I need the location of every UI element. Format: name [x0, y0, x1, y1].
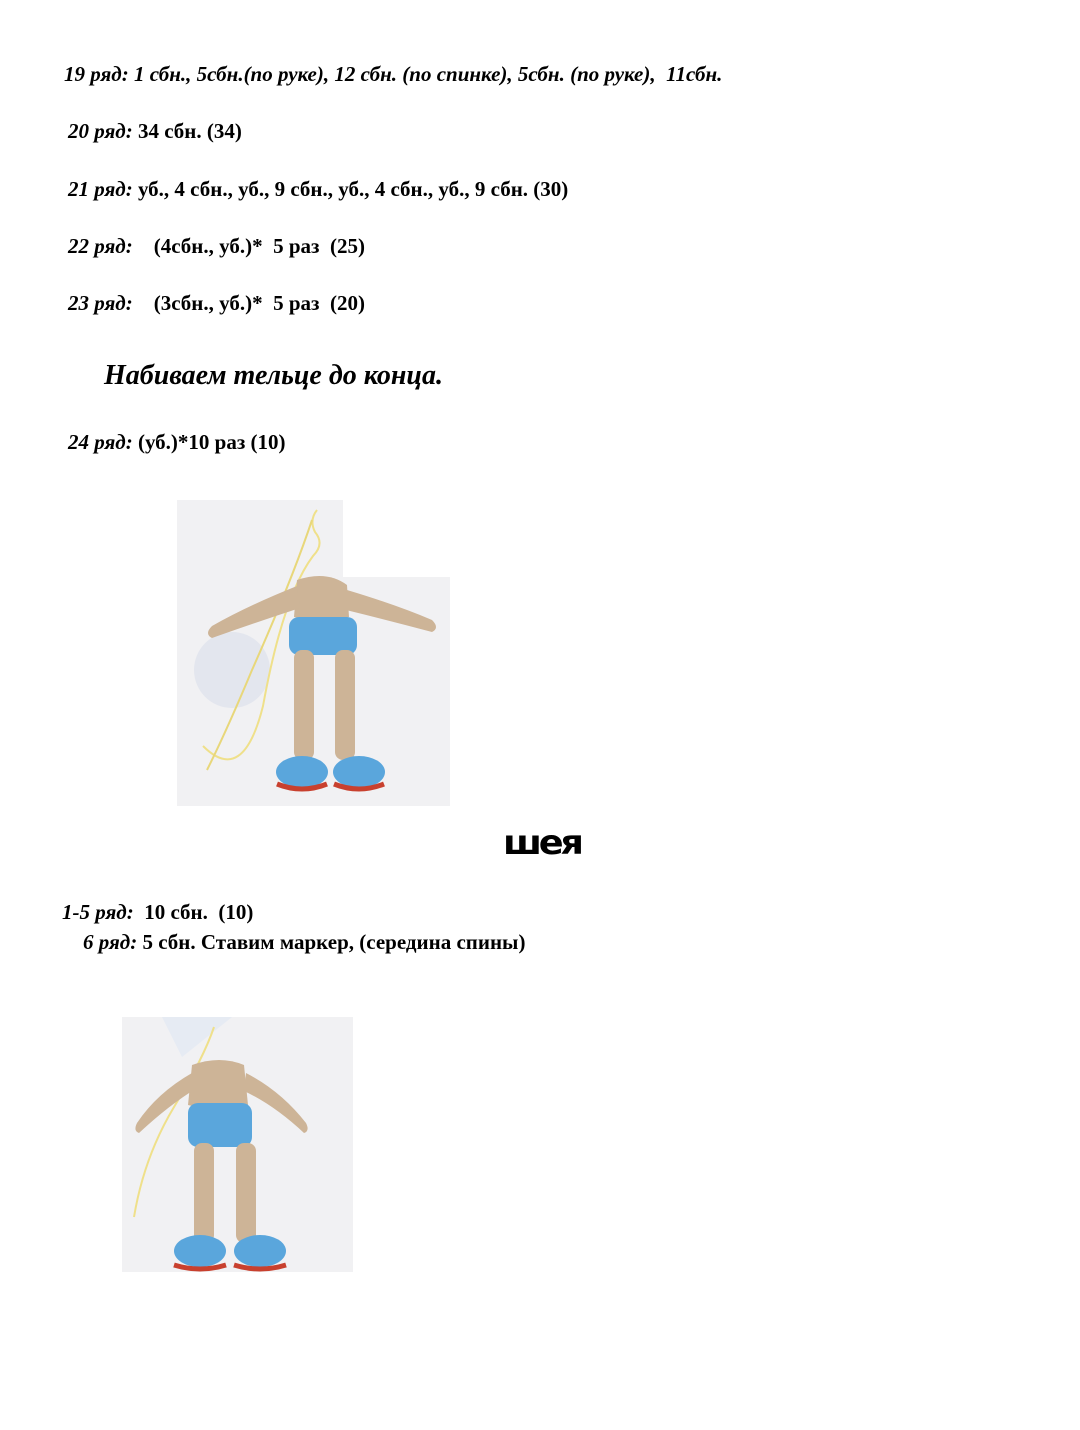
row-21: [68, 177, 568, 202]
row-22: [68, 234, 365, 259]
row-label: 24 ряд:: [68, 430, 133, 454]
row-text: уб., 4 сбн., уб., 9 сбн., уб., 4 сбн., уб., 9 сбн. (30): [132, 177, 569, 201]
row-19: [64, 62, 722, 87]
row-text: 10 сбн. (10): [133, 900, 254, 924]
row-label: 20 ряд:: [68, 119, 133, 143]
section-title-neck: шея: [503, 823, 581, 863]
row-24: [68, 430, 286, 455]
row-text: (4сбн., уб.)* 5 раз (25): [132, 234, 365, 258]
doll-body-photo-2: [122, 1017, 353, 1272]
stuffing-note: Набиваем тельце до конца.: [104, 360, 443, 391]
row-text: 5 сбн. Ставим маркер, (середина спины): [137, 930, 526, 954]
row-text: 1 сбн., 5сбн.(по руке), 12 сбн. (по спинке), 5сбн. (по руке), 11сбн.: [128, 62, 723, 86]
neck-row-6: [83, 930, 525, 955]
doll-body-photo-1: [177, 500, 450, 806]
row-text: (уб.)*10 раз (10): [132, 430, 286, 454]
row-label: 6 ряд:: [83, 930, 138, 954]
row-label: 22 ряд:: [68, 234, 133, 258]
row-label: 1-5 ряд:: [62, 900, 134, 924]
row-label: 19 ряд:: [64, 62, 129, 86]
neck-row-1-5: [62, 900, 253, 925]
row-23: [68, 291, 365, 316]
row-text: (3сбн., уб.)* 5 раз (20): [132, 291, 365, 315]
row-20: [68, 119, 242, 144]
row-text: 34 сбн. (34): [132, 119, 242, 143]
row-label: 23 ряд:: [68, 291, 133, 315]
row-label: 21 ряд:: [68, 177, 133, 201]
